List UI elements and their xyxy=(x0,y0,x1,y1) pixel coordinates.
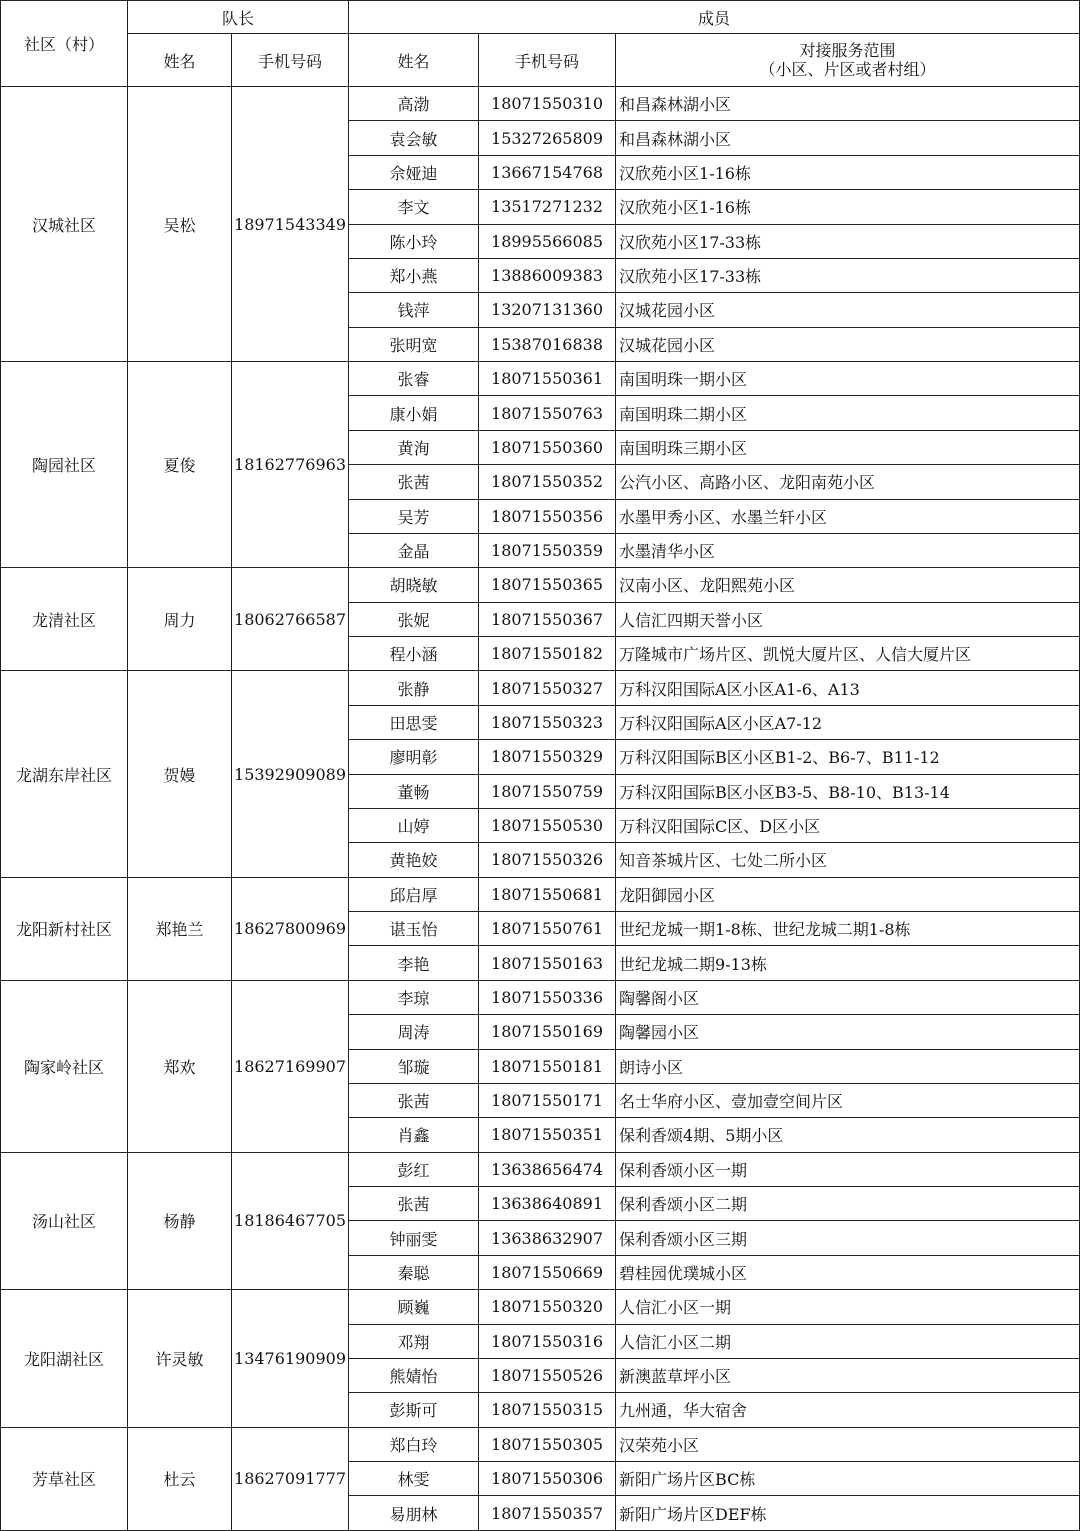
member-name-cell: 熊婧怡 xyxy=(349,1358,479,1392)
service-scope-cell: 万科汉阳国际C区、D区小区 xyxy=(616,808,1080,842)
leader-name-cell: 郑艳兰 xyxy=(128,877,232,980)
member-name-cell: 李琼 xyxy=(349,980,479,1014)
member-name-cell: 张睿 xyxy=(349,362,479,396)
service-scope-cell: 万科汉阳国际B区小区B3-5、B8-10、B13-14 xyxy=(616,774,1080,808)
member-phone-cell: 18071550329 xyxy=(479,740,616,774)
member-phone-cell: 18071550352 xyxy=(479,465,616,499)
community-cell: 龙湖东岸社区 xyxy=(1,671,128,877)
leader-name-cell: 杜云 xyxy=(128,1427,232,1530)
member-phone-cell: 18071550169 xyxy=(479,1015,616,1049)
service-scope-cell: 保利香颂小区一期 xyxy=(616,1152,1080,1186)
member-phone-cell: 13638640891 xyxy=(479,1187,616,1221)
table-row xyxy=(1,1427,1080,1461)
member-phone-cell: 13638656474 xyxy=(479,1152,616,1186)
leader-phone-cell: 18062766587 xyxy=(232,568,349,671)
leader-name-cell: 夏俊 xyxy=(128,362,232,568)
member-name-cell: 张茜 xyxy=(349,465,479,499)
member-name-cell: 胡晓敏 xyxy=(349,568,479,602)
member-phone-cell: 18071550323 xyxy=(479,705,616,739)
service-scope-cell: 和昌森林湖小区 xyxy=(616,87,1080,121)
member-phone-cell: 18071550360 xyxy=(479,430,616,464)
member-phone-cell: 13886009383 xyxy=(479,258,616,292)
leader-phone-cell: 18627800969 xyxy=(232,877,349,980)
member-name-cell: 廖明彰 xyxy=(349,740,479,774)
member-name-cell: 易朋林 xyxy=(349,1496,479,1530)
table-row xyxy=(1,362,1080,396)
member-phone-cell: 18071550351 xyxy=(479,1118,616,1152)
table-row xyxy=(1,877,1080,911)
header-service-scope xyxy=(616,34,1080,87)
community-cell: 汤山社区 xyxy=(1,1152,128,1290)
leader-phone-cell: 18971543349 xyxy=(232,87,349,362)
member-name-cell: 张静 xyxy=(349,671,479,705)
header-leader-name: 姓名 xyxy=(128,34,232,87)
member-phone-cell: 18071550306 xyxy=(479,1462,616,1496)
leader-name-cell: 郑欢 xyxy=(128,980,232,1152)
service-scope-cell: 人信汇小区二期 xyxy=(616,1324,1080,1358)
leader-phone-cell: 18162776963 xyxy=(232,362,349,568)
member-phone-cell: 18071550359 xyxy=(479,533,616,567)
service-scope-cell: 万隆城市广场片区、凯悦大厦片区、人信大厦片区 xyxy=(616,637,1080,671)
member-phone-cell: 18071550759 xyxy=(479,774,616,808)
service-scope-cell: 陶馨园小区 xyxy=(616,1015,1080,1049)
service-scope-cell: 人信汇四期天誉小区 xyxy=(616,602,1080,636)
member-name-cell: 张茜 xyxy=(349,1187,479,1221)
member-name-cell: 山婷 xyxy=(349,808,479,842)
member-name-cell: 周涛 xyxy=(349,1015,479,1049)
member-name-cell: 田思雯 xyxy=(349,705,479,739)
member-phone-cell: 18071550305 xyxy=(479,1427,616,1461)
member-phone-cell: 13667154768 xyxy=(479,155,616,189)
member-name-cell: 高渤 xyxy=(349,87,479,121)
table-row xyxy=(1,568,1080,602)
community-cell: 陶家岭社区 xyxy=(1,980,128,1152)
community-cell: 龙阳湖社区 xyxy=(1,1290,128,1428)
member-phone-cell: 18071550356 xyxy=(479,499,616,533)
member-phone-cell: 18071550367 xyxy=(479,602,616,636)
service-scope-cell: 保利香颂小区二期 xyxy=(616,1187,1080,1221)
member-phone-cell: 18071550365 xyxy=(479,568,616,602)
member-phone-cell: 13207131360 xyxy=(479,293,616,327)
service-scope-cell: 和昌森林湖小区 xyxy=(616,121,1080,155)
member-phone-cell: 18071550530 xyxy=(479,808,616,842)
member-phone-cell: 18071550310 xyxy=(479,87,616,121)
community-cell: 汉城社区 xyxy=(1,87,128,362)
service-scope-cell: 九州通，华大宿舍 xyxy=(616,1393,1080,1427)
member-name-cell: 钱萍 xyxy=(349,293,479,327)
member-name-cell: 顾巍 xyxy=(349,1290,479,1324)
service-scope-cell: 碧桂园优璞城小区 xyxy=(616,1255,1080,1289)
member-phone-cell: 18071550361 xyxy=(479,362,616,396)
leader-phone-cell: 18186467705 xyxy=(232,1152,349,1290)
service-scope-cell: 新阳广场片区DEF栋 xyxy=(616,1496,1080,1530)
member-phone-cell: 18071550182 xyxy=(479,637,616,671)
header-member-phone: 手机号码 xyxy=(479,34,616,87)
service-scope-cell: 万科汉阳国际A区小区A1-6、A13 xyxy=(616,671,1080,705)
member-name-cell: 金晶 xyxy=(349,533,479,567)
service-scope-cell: 汉欣苑小区17-33栋 xyxy=(616,258,1080,292)
member-phone-cell: 18071550320 xyxy=(479,1290,616,1324)
member-name-cell: 钟丽雯 xyxy=(349,1221,479,1255)
member-name-cell: 陈小玲 xyxy=(349,224,479,258)
community-cell: 龙阳新村社区 xyxy=(1,877,128,980)
service-scope-cell: 汉城花园小区 xyxy=(616,327,1080,361)
member-name-cell: 肖鑫 xyxy=(349,1118,479,1152)
member-phone-cell: 18995566085 xyxy=(479,224,616,258)
member-name-cell: 袁会敏 xyxy=(349,121,479,155)
member-phone-cell: 18071550181 xyxy=(479,1049,616,1083)
member-name-cell: 康小娟 xyxy=(349,396,479,430)
member-phone-cell: 18071550761 xyxy=(479,912,616,946)
header-leader-phone: 手机号码 xyxy=(232,34,349,87)
service-scope-cell: 世纪龙城一期1-8栋、世纪龙城二期1-8栋 xyxy=(616,912,1080,946)
leader-name-cell: 许灵敏 xyxy=(128,1290,232,1428)
leader-name-cell: 周力 xyxy=(128,568,232,671)
member-phone-cell: 13638632907 xyxy=(479,1221,616,1255)
service-scope-cell: 南国明珠二期小区 xyxy=(616,396,1080,430)
leader-phone-cell: 13476190909 xyxy=(232,1290,349,1428)
table-row xyxy=(1,87,1080,121)
service-scope-cell: 水墨甲秀小区、水墨兰轩小区 xyxy=(616,499,1080,533)
leader-name-cell: 贺嫚 xyxy=(128,671,232,877)
member-name-cell: 程小涵 xyxy=(349,637,479,671)
member-phone-cell: 18071550316 xyxy=(479,1324,616,1358)
service-scope-cell: 名士华府小区、壹加壹空间片区 xyxy=(616,1083,1080,1117)
service-scope-cell: 汉荣苑小区 xyxy=(616,1427,1080,1461)
member-name-cell: 邹璇 xyxy=(349,1049,479,1083)
member-name-cell: 郑小燕 xyxy=(349,258,479,292)
member-name-cell: 彭斯可 xyxy=(349,1393,479,1427)
service-scope-cell: 新澳蓝草坪小区 xyxy=(616,1358,1080,1392)
service-scope-cell: 人信汇小区一期 xyxy=(616,1290,1080,1324)
member-name-cell: 邱启厚 xyxy=(349,877,479,911)
service-scope-cell: 知音茶城片区、七处二所小区 xyxy=(616,843,1080,877)
table-row xyxy=(1,671,1080,705)
header-scope-subtitle: （小区、片区或者村组） xyxy=(759,60,936,79)
member-name-cell: 张妮 xyxy=(349,602,479,636)
community-cell: 龙清社区 xyxy=(1,568,128,671)
leader-phone-cell: 15392909089 xyxy=(232,671,349,877)
leader-name-cell: 吴松 xyxy=(128,87,232,362)
member-phone-cell: 18071550526 xyxy=(479,1358,616,1392)
member-name-cell: 吴芳 xyxy=(349,499,479,533)
service-scope-cell: 万科汉阳国际B区小区B1-2、B6-7、B11-12 xyxy=(616,740,1080,774)
table-row xyxy=(1,1290,1080,1324)
service-scope-cell: 世纪龙城二期9-13栋 xyxy=(616,946,1080,980)
member-name-cell: 黄洵 xyxy=(349,430,479,464)
service-scope-cell: 陶馨阁小区 xyxy=(616,980,1080,1014)
member-phone-cell: 18071550171 xyxy=(479,1083,616,1117)
member-name-cell: 张明宽 xyxy=(349,327,479,361)
member-phone-cell: 18071550336 xyxy=(479,980,616,1014)
member-name-cell: 林雯 xyxy=(349,1462,479,1496)
table-row xyxy=(1,1152,1080,1186)
table-body xyxy=(1,87,1080,1531)
service-scope-cell: 保利香颂4期、5期小区 xyxy=(616,1118,1080,1152)
member-name-cell: 秦聪 xyxy=(349,1255,479,1289)
member-phone-cell: 18071550763 xyxy=(479,396,616,430)
community-cell: 芳草社区 xyxy=(1,1427,128,1530)
leader-phone-cell: 18627091777 xyxy=(232,1427,349,1530)
leader-name-cell: 杨静 xyxy=(128,1152,232,1290)
member-phone-cell: 18071550326 xyxy=(479,843,616,877)
leader-phone-cell: 18627169907 xyxy=(232,980,349,1152)
service-scope-cell: 汉欣苑小区1-16栋 xyxy=(616,155,1080,189)
service-scope-cell: 新阳广场片区BC栋 xyxy=(616,1462,1080,1496)
header-leader: 队长 xyxy=(128,1,349,34)
table-header xyxy=(1,1,1080,87)
member-phone-cell: 18071550669 xyxy=(479,1255,616,1289)
service-scope-cell: 汉城花园小区 xyxy=(616,293,1080,327)
member-name-cell: 李文 xyxy=(349,190,479,224)
service-scope-cell: 朗诗小区 xyxy=(616,1049,1080,1083)
service-scope-cell: 水墨清华小区 xyxy=(616,533,1080,567)
member-phone-cell: 18071550163 xyxy=(479,946,616,980)
member-name-cell: 邓翔 xyxy=(349,1324,479,1358)
header-member-name: 姓名 xyxy=(349,34,479,87)
service-scope-cell: 保利香颂小区三期 xyxy=(616,1221,1080,1255)
member-name-cell: 黄艳姣 xyxy=(349,843,479,877)
service-scope-cell: 汉南小区、龙阳熙苑小区 xyxy=(616,568,1080,602)
service-scope-cell: 南国明珠一期小区 xyxy=(616,362,1080,396)
header-community: 社区（村） xyxy=(1,1,128,87)
member-phone-cell: 15327265809 xyxy=(479,121,616,155)
member-phone-cell: 18071550357 xyxy=(479,1496,616,1530)
member-name-cell: 张茜 xyxy=(349,1083,479,1117)
service-scope-cell: 汉欣苑小区1-16栋 xyxy=(616,190,1080,224)
member-name-cell: 彭红 xyxy=(349,1152,479,1186)
service-scope-cell: 万科汉阳国际A区小区A7-12 xyxy=(616,705,1080,739)
member-phone-cell: 13517271232 xyxy=(479,190,616,224)
member-name-cell: 李艳 xyxy=(349,946,479,980)
member-phone-cell: 18071550315 xyxy=(479,1393,616,1427)
header-scope-title: 对接服务范围 xyxy=(799,41,896,60)
member-name-cell: 谌玉怡 xyxy=(349,912,479,946)
header-members: 成员 xyxy=(349,1,1080,34)
member-phone-cell: 18071550681 xyxy=(479,877,616,911)
member-phone-cell: 18071550327 xyxy=(479,671,616,705)
service-scope-cell: 公汽小区、高路小区、龙阳南苑小区 xyxy=(616,465,1080,499)
service-scope-cell: 龙阳御园小区 xyxy=(616,877,1080,911)
member-name-cell: 董畅 xyxy=(349,774,479,808)
member-phone-cell: 15387016838 xyxy=(479,327,616,361)
member-name-cell: 郑白玲 xyxy=(349,1427,479,1461)
service-scope-cell: 南国明珠三期小区 xyxy=(616,430,1080,464)
service-scope-cell: 汉欣苑小区17-33栋 xyxy=(616,224,1080,258)
member-name-cell: 佘娅迪 xyxy=(349,155,479,189)
community-cell: 陶园社区 xyxy=(1,362,128,568)
table-row xyxy=(1,980,1080,1014)
